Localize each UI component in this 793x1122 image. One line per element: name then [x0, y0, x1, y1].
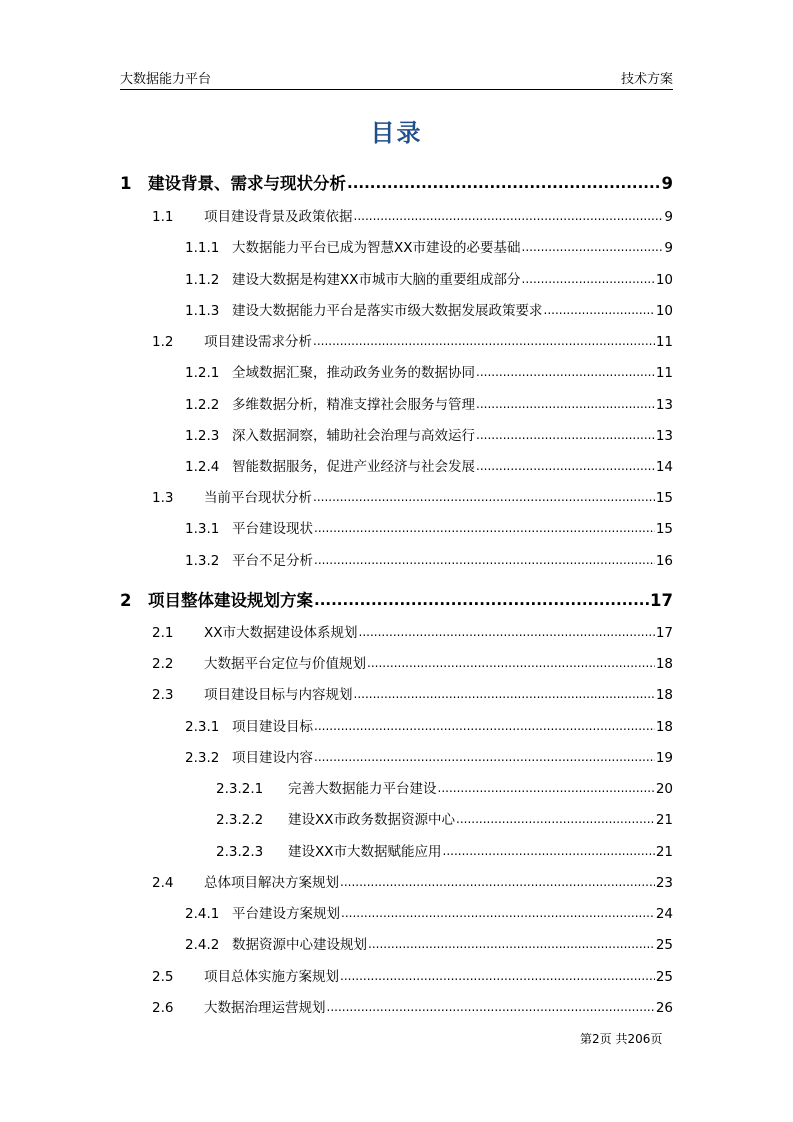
toc-entry-number: 2.2 — [152, 656, 174, 672]
toc-dot-leader — [476, 364, 655, 380]
toc-entry-page: 10 — [655, 272, 673, 288]
toc-dot-leader — [314, 749, 655, 765]
toc-dot-leader — [347, 173, 661, 192]
toc-title: 目录 — [370, 119, 423, 147]
toc-entry[interactable] — [185, 902, 673, 924]
toc-entry-page: 9 — [661, 174, 673, 193]
toc-entry[interactable] — [152, 486, 673, 508]
toc-entry-title: 项目建设需求分析 — [204, 334, 312, 350]
toc-entry-number: 1.2.2 — [185, 397, 220, 413]
toc-entry[interactable] — [152, 871, 673, 893]
toc-entry-number: 1 — [120, 174, 132, 193]
toc-entry-title: 完善大数据能力平台建设 — [288, 781, 437, 797]
toc-dot-leader — [327, 999, 655, 1015]
toc-entry-title: 平台不足分析 — [232, 553, 313, 569]
toc-entry-title: 建设XX市大数据赋能应用 — [288, 844, 442, 860]
toc-entry-title: 建设XX市政务数据资源中心 — [288, 812, 455, 828]
toc-entry-number: 2.1 — [152, 625, 174, 641]
toc-entry-title: 建设大数据是构建XX市城市大脑的重要组成部分 — [232, 272, 521, 288]
toc-entry-number: 2.5 — [152, 969, 174, 985]
toc-entry-title: 大数据平台定位与价值规划 — [204, 656, 366, 672]
toc-entry[interactable] — [185, 393, 673, 415]
toc-dot-leader — [443, 843, 655, 859]
toc-entry-number: 1.3 — [152, 490, 174, 506]
toc-entry[interactable] — [152, 683, 673, 705]
toc-dot-leader — [340, 968, 655, 984]
header-document-name: 大数据能力平台 — [120, 72, 212, 87]
toc-entry-title: 建设大数据能力平台是落实市级大数据发展政策要求 — [232, 303, 543, 319]
toc-entry-number: 1.2.3 — [185, 428, 220, 444]
toc-entry-number: 2 — [120, 591, 132, 610]
toc-entry-title: 大数据治理运营规划 — [204, 1000, 326, 1016]
toc-dot-leader — [340, 874, 655, 890]
toc-dot-leader — [313, 333, 655, 349]
toc-dot-leader — [354, 208, 664, 224]
toc-entry-number: 1.2 — [152, 334, 174, 350]
toc-entry-number: 1.2.1 — [185, 365, 220, 381]
toc-entry-number: 2.3.2.1 — [216, 781, 264, 797]
toc-entry[interactable] — [185, 361, 673, 383]
toc-entry-page: 10 — [655, 303, 673, 319]
header-document-type: 技术方案 — [620, 72, 673, 87]
toc-dot-leader — [354, 686, 655, 702]
toc-entry-title: XX市大数据建设体系规划 — [204, 625, 358, 641]
toc-entry[interactable] — [152, 965, 673, 987]
toc-entry[interactable] — [185, 424, 673, 446]
toc-dot-leader — [476, 396, 655, 412]
toc-entry-title: 多维数据分析，精准支撑社会服务与管理 — [232, 397, 475, 413]
toc-entry-page: 13 — [655, 397, 673, 413]
toc-entry-page: 17 — [655, 625, 673, 641]
toc-entry-page: 17 — [650, 591, 673, 610]
toc-entry-page: 13 — [655, 428, 673, 444]
toc-entry[interactable] — [120, 170, 673, 192]
toc-entry[interactable] — [185, 715, 673, 737]
toc-entry-title: 平台建设方案规划 — [232, 906, 340, 922]
toc-entry[interactable] — [185, 549, 673, 571]
toc-entry-title: 项目建设目标 — [232, 719, 313, 735]
toc-entry-title: 平台建设现状 — [232, 521, 313, 537]
toc-entry-page: 19 — [655, 750, 673, 766]
toc-entry-page: 16 — [655, 553, 673, 569]
toc-entry-number: 1.3.1 — [185, 521, 220, 537]
toc-entry-number: 2.4.2 — [185, 937, 220, 953]
toc-entry-number: 2.3.2.3 — [216, 844, 264, 860]
toc-entry-page: 20 — [655, 781, 673, 797]
page-header — [120, 66, 673, 88]
toc-dot-leader — [314, 520, 655, 536]
toc-entry-page: 11 — [655, 365, 673, 381]
toc-entry-page: 18 — [655, 719, 673, 735]
page-number-footer: 第2页 共206页 — [580, 1032, 663, 1046]
toc-dot-leader — [476, 427, 655, 443]
toc-dot-leader — [359, 624, 655, 640]
toc-dot-leader — [314, 590, 649, 609]
toc-entry-page: 25 — [655, 969, 673, 985]
toc-entry-title: 建设背景、需求与现状分析 — [148, 174, 346, 193]
toc-entry-number: 2.3.1 — [185, 719, 220, 735]
toc-entry[interactable] — [185, 517, 673, 539]
toc-dot-leader — [476, 458, 655, 474]
toc-dot-leader — [368, 936, 655, 952]
toc-entry-number: 1.3.2 — [185, 553, 220, 569]
toc-dot-leader — [313, 489, 655, 505]
toc-entry[interactable] — [152, 205, 673, 227]
toc-entry[interactable] — [216, 777, 673, 799]
toc-dot-leader — [314, 552, 655, 568]
toc-entry[interactable] — [185, 455, 673, 477]
toc-entry[interactable] — [152, 330, 673, 352]
toc-entry-number: 2.4.1 — [185, 906, 220, 922]
toc-entry-page: 14 — [655, 459, 673, 475]
toc-entry-page: 24 — [655, 906, 673, 922]
toc-entry-page: 9 — [664, 209, 673, 225]
toc-entry-title: 项目建设内容 — [232, 750, 313, 766]
toc-entry[interactable] — [152, 621, 673, 643]
toc-dot-leader — [341, 905, 655, 921]
toc-entry-title: 大数据能力平台已成为智慧XX市建设的必要基础 — [232, 240, 521, 256]
toc-entry-number: 1.2.4 — [185, 459, 220, 475]
toc-dot-leader — [456, 811, 655, 827]
toc-entry-page: 9 — [664, 240, 673, 256]
toc-entry[interactable] — [216, 808, 673, 830]
toc-entry-number: 1.1.3 — [185, 303, 220, 319]
toc-dot-leader — [367, 655, 655, 671]
toc-entry-number: 2.3 — [152, 687, 174, 703]
toc-entry-title: 全域数据汇聚，推动政务业务的数据协同 — [232, 365, 475, 381]
toc-entry-title: 项目整体建设规划方案 — [148, 591, 313, 610]
toc-entry-number: 2.6 — [152, 1000, 174, 1016]
toc-entry-title: 项目建设背景及政策依据 — [204, 209, 353, 225]
toc-entry-number: 2.4 — [152, 875, 174, 891]
toc-entry-title: 数据资源中心建设规划 — [232, 937, 367, 953]
toc-dot-leader — [438, 780, 655, 796]
toc-entry-title: 智能数据服务，促进产业经济与社会发展 — [232, 459, 475, 475]
toc-entry[interactable] — [120, 587, 673, 609]
toc-entry-number: 1.1 — [152, 209, 174, 225]
toc-entry[interactable] — [185, 746, 673, 768]
toc-entry[interactable] — [185, 933, 673, 955]
toc-entry-number: 2.3.2 — [185, 750, 220, 766]
toc-entry-page: 18 — [655, 687, 673, 703]
toc-entry[interactable] — [152, 996, 673, 1018]
toc-entry[interactable] — [185, 236, 673, 258]
toc-entry-title: 项目建设目标与内容规划 — [204, 687, 353, 703]
toc-dot-leader — [522, 239, 664, 255]
toc-dot-leader — [522, 271, 655, 287]
toc-entry-title: 项目总体实施方案规划 — [204, 969, 339, 985]
toc-entry[interactable] — [185, 268, 673, 290]
toc-entry-title: 当前平台现状分析 — [204, 490, 312, 506]
toc-entry-page: 21 — [655, 812, 673, 828]
toc-entry-page: 21 — [655, 844, 673, 860]
toc-entry[interactable] — [152, 652, 673, 674]
toc-entry-title: 总体项目解决方案规划 — [204, 875, 339, 891]
toc-entry-page: 15 — [655, 521, 673, 537]
toc-entry-number: 1.1.2 — [185, 272, 220, 288]
toc-entry-page: 25 — [655, 937, 673, 953]
toc-entry-page: 23 — [655, 875, 673, 891]
toc-entry-number: 1.1.1 — [185, 240, 220, 256]
toc-entry-page: 26 — [655, 1000, 673, 1016]
toc-entry-page: 18 — [655, 656, 673, 672]
header-divider — [120, 89, 673, 90]
toc-entry-number: 2.3.2.2 — [216, 812, 264, 828]
toc-dot-leader — [544, 302, 655, 318]
toc-entry-page: 15 — [655, 490, 673, 506]
toc-dot-leader — [314, 718, 655, 734]
toc-entry-title: 深入数据洞察，辅助社会治理与高效运行 — [232, 428, 475, 444]
toc-entry[interactable] — [216, 840, 673, 862]
toc-entry-page: 11 — [655, 334, 673, 350]
toc-entry[interactable] — [185, 299, 673, 321]
